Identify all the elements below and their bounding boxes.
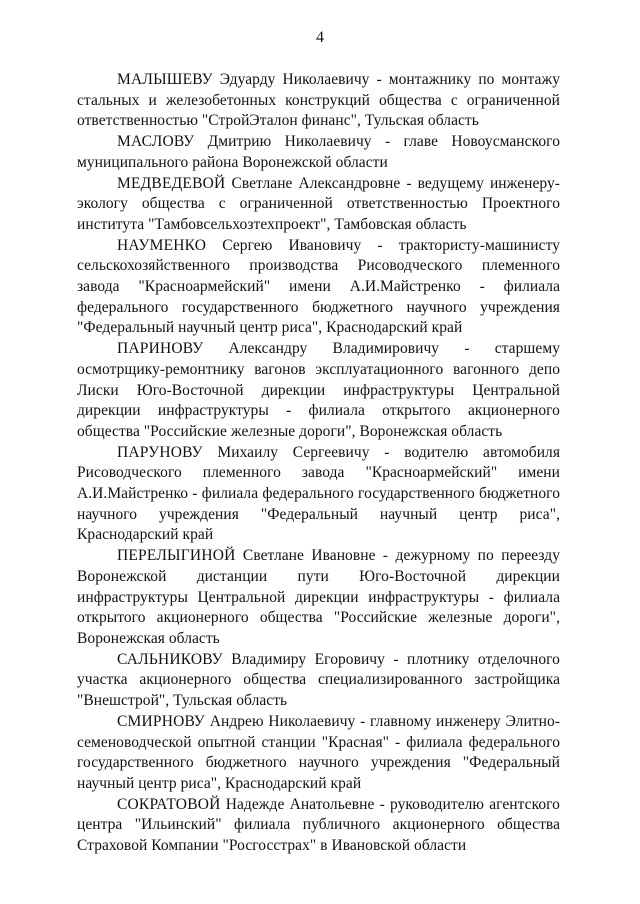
surname: ПЕРЕЛЫГИНОЙ [117,547,236,565]
surname: МЕДВЕДЕВОЙ [117,174,226,192]
surname: НАУМЕНКО [117,236,207,254]
entry-text: Дмитрию Николаевичу - главе Новоусманского муниципального района Воронежской области [77,133,560,171]
entry-text: Андрею Николаевичу - главному инженеру Элитно-семеноводческой опытной станции "Красная" - филиала федерального государственного бюджетного научного учреждения "Федеральный научный центр риса", Краснодарский край [77,712,560,792]
list-item [77,339,560,443]
entry-text: Сергею Ивановичу - трактористу-машинисту сельскохозяйственного производства Рисоводческого племенного завода "Красноармейский" имени А.И.Майстренко - филиала федерального государственного бюджетного научного учреждения "Федеральный научный центр риса", Краснодарский край [77,236,560,337]
list-item [77,236,560,340]
surname: МАЛЫШЕВУ [117,71,213,88]
award-list [77,70,560,857]
entry-text: Михаилу Сергеевичу - водителю автомобиля Рисоводческого племенного завода "Красноармейский" имени А.И.Майстренко - филиала федерального государственного бюджетного научного учреждения "Федеральный научный центр риса", Краснодарский край [77,443,560,544]
surname: МАСЛОВУ [117,133,195,151]
page-number: 4 [316,29,324,46]
entry-text: Александру Владимировичу - старшему осмотрщику-ремонтнику вагонов эксплуатационного вагонного депо Лиски Юго-Восточной дирекции инфраструктуры Центральной дирекции инфраструктуры - филиала открытого акционерного общества "Российские железные дороги", Воронежская область [77,340,560,440]
surname: ПАРИНОВУ [117,340,204,358]
list-item [77,546,560,650]
list-item [77,712,560,795]
surname: САЛЬНИКОВУ [117,650,223,668]
entry-text: Эдуарду Николаевичу - монтажнику по монтажу стальных и железобетонных конструкций общества с ограниченной ответственностью "СтройЭталон финанс", Тульская область [77,71,560,130]
list-item [77,70,560,132]
list-item [77,650,560,712]
entry-text: Светлане Александровне - ведущему инженеру-экологу общества с ограниченной ответственностью Проектного института "Тамбовсельхозтехпроект", Тамбовская область [77,174,560,233]
surname: ПАРУНОВУ [117,443,203,461]
entry-text: Надежде Анатольевне - руководителю агентского центра "Ильинский" филиала публичного акционерного общества Страховой Компании "Росгосстрах" в Ивановской области [77,795,560,855]
surname: СОКРАТОВОЙ [117,795,221,813]
entry-text: Владимиру Егоровичу - плотнику отделочного участка акционерного общества специализированного застройщика "Внешстрой", Тульская область [77,650,560,710]
list-item [77,443,560,547]
list-item [77,795,560,857]
surname: СМИРНОВУ [117,712,205,730]
entry-text: Светлане Ивановне - дежурному по переезду Воронежской дистанции пути Юго-Восточной дирекции инфраструктуры Центральной дирекции инфраструктуры - филиала открытого акционерного общества "Российские железные дороги", Воронежская область [77,547,560,647]
list-item [77,132,560,173]
list-item [77,174,560,236]
